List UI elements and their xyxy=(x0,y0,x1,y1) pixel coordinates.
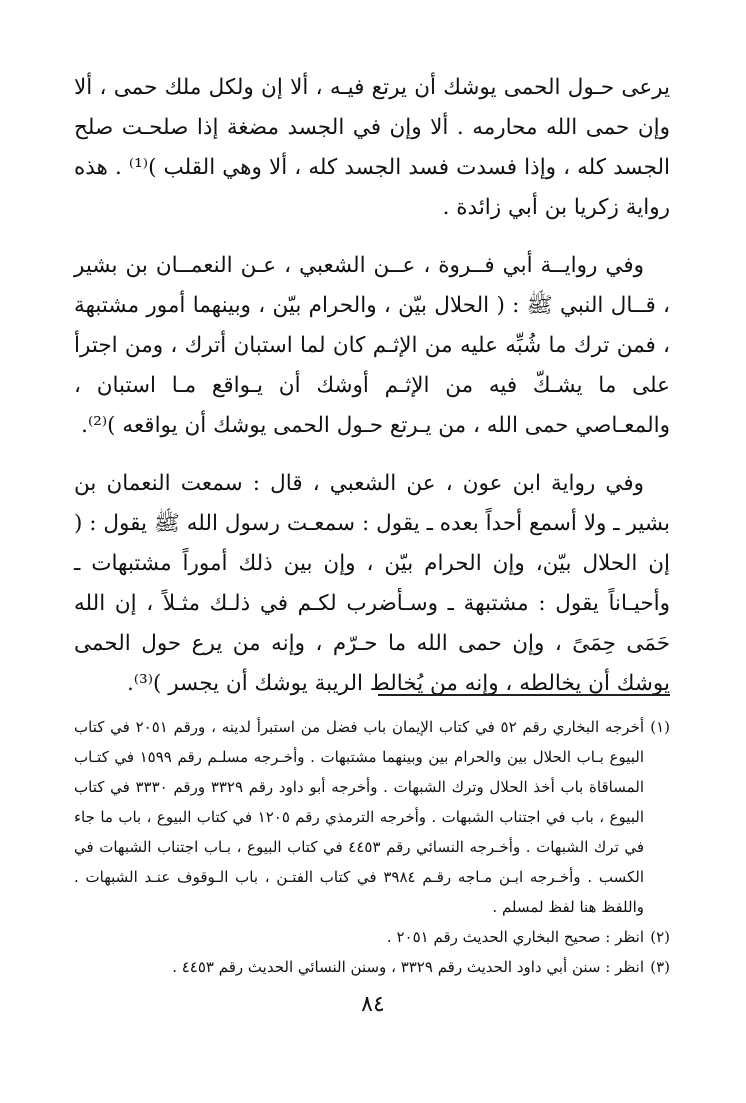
footnote-text: أخرجه البخاري رقم ٥٢ في كتاب الإيمان باب فضل من استبرأ لدينه ، ورقم ٢٠٥١ في كتاب البيوع بـاب الحلال بين والحرام بين وبينهما مشتبهات . وأخـرجه مسلـم رقم ١٥٩٩ في كتـاب المساقاة باب أخذ الحلال وترك الشبهات . وأخرجه أبو داود رقم ٣٣٢٩ ورقم ٣٣٣٠ في كتاب البيوع ، باب في اجتناب الشبهات . وأخرجه الترمذي رقم ١٢٠٥ في كتاب البيوع ، باب ما جاء في ترك الشبهات . وأخـرجه النسائي رقم ٤٤٥٣ في كتاب البيوع ، بـاب اجتناب الشبهات في الكسب . وأخـرجه ابـن مـاجه رقـم ٣٩٨٤ في كتاب الفتـن ، باب الـوقوف عنـد الشبهات . واللفظ هنا لفظ لمسلم . xyxy=(74,718,644,916)
footnote-3 xyxy=(74,952,670,982)
footnote-2 xyxy=(74,922,670,952)
footnotes xyxy=(74,712,670,982)
footnote-text: انظر : صحيح البخاري الحديث رقم ٢٠٥١ . xyxy=(386,928,644,946)
footnote-number: (١) xyxy=(650,718,670,736)
footnote-number: (٣) xyxy=(650,958,670,976)
paragraph-3: وفي رواية ابن عون ، عن الشعبي ، قال : سمعت النعمان بن بشير ـ ولا أسمع أحداً بعده ـ يقول : سمعـت رسول الله ﷺ يقول : ( إن الحلال بيّن، وإن الحرام بيّن ، وإن بين ذلك أموراً مشتبهات ـ وأحيـاناً يقول : مشتبهة ـ وسـأضرب لكـم في ذلـك مثـلاً ، إن الله حَمَى حِمَىً ، وإن حمى الله ما حـرّم ، وإنه من يرع حول الحمى يوشك أن يخالطه ، وإنه من يُخالط الريبة يوشك أن يجسر )⁽³⁾. xyxy=(74,471,670,696)
main-text-body xyxy=(74,68,670,722)
paragraph-2: وفي روايــة أبي فــروة ، عــن الشعبي ، عـن النعمــان بن بشير ، قــال النبي ﷺ : ( الحلال بيّن ، والحرام بيّن ، وبينهما أمور مشتبهة ، فمن ترك ما شُبِّه عليه من الإثـم كان لما استبان أترك ، ومن اجترأ على ما يشـكّ فيه من الإثـم أوشك أن يـواقع مـا استبان ، والمعـاصي حمى الله ، من يـرتع حـول الحمى يوشك أن يواقعه )⁽²⁾. xyxy=(74,253,670,438)
footnote-separator xyxy=(378,694,670,696)
paragraph-1: يرعى حـول الحمى يوشك أن يرتع فيـه ، ألا إن ولكل ملك حمى ، ألا وإن حمى الله محارمه . ألا وإن في الجسد مضغة إذا صلحـت صلح الجسد كله ، وإذا فسدت فسد الجسد كله ، ألا وهي القلب )⁽¹⁾ . هذه رواية زكريا بن أبي زائدة . xyxy=(74,75,670,220)
footnote-text: انظر : سنن أبي داود الحديث رقم ٣٣٢٩ ، وسنن النسائي الحديث رقم ٤٤٥٣ . xyxy=(172,958,644,976)
footnote-number: (٢) xyxy=(650,928,670,946)
page-number: ٨٤ xyxy=(361,992,385,1017)
footnote-1 xyxy=(74,712,670,922)
